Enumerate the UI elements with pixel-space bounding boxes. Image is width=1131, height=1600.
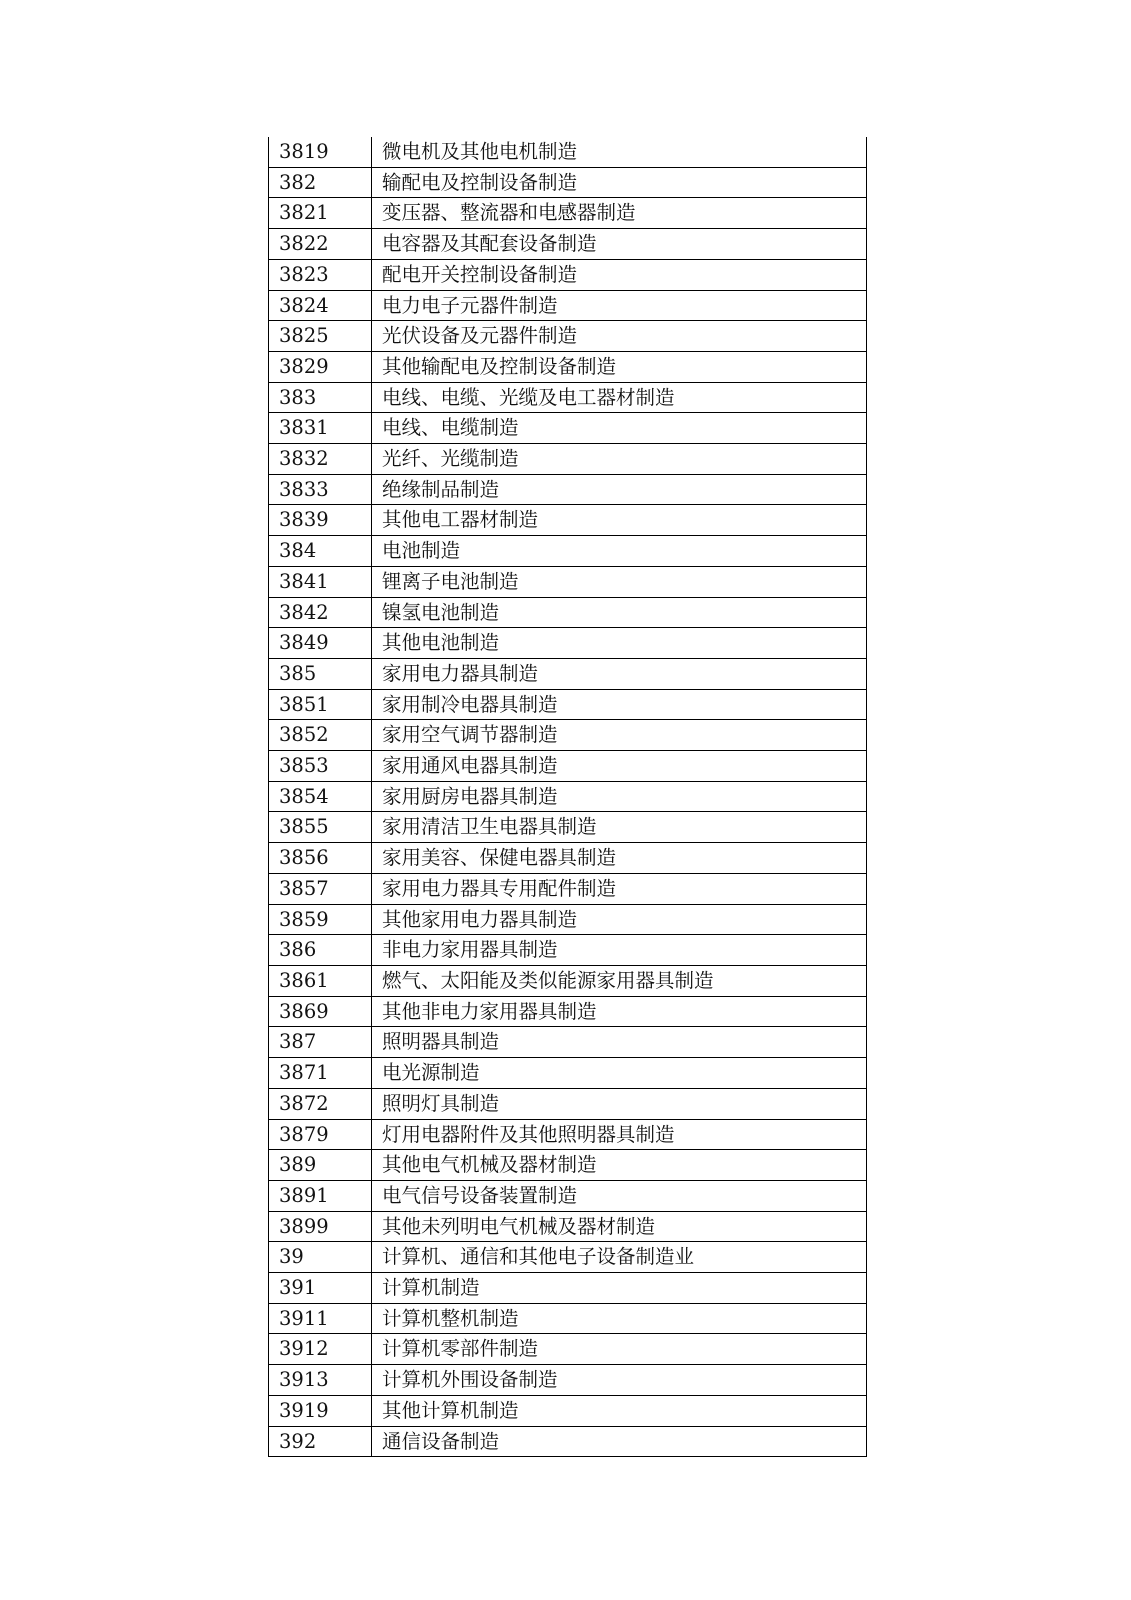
table-row: [269, 1303, 867, 1334]
industry-name-cell: 照明灯具制造: [372, 1088, 867, 1119]
industry-code-cell: 3869: [269, 996, 372, 1027]
industry-name-cell: 照明器具制造: [372, 1027, 867, 1058]
table-row: [269, 474, 867, 505]
industry-code-cell: 3819: [269, 137, 372, 167]
industry-name-cell: 其他电工器材制造: [372, 505, 867, 536]
industry-name-cell: 非电力家用器具制造: [372, 935, 867, 966]
table-row: [269, 1211, 867, 1242]
industry-name-cell: 光伏设备及元器件制造: [372, 321, 867, 352]
industry-name-cell: 其他计算机制造: [372, 1395, 867, 1426]
table-row: [269, 812, 867, 843]
industry-code-cell: 383: [269, 382, 372, 413]
table-row: [269, 935, 867, 966]
industry-code-cell: 3911: [269, 1303, 372, 1334]
industry-code-cell: 3912: [269, 1334, 372, 1365]
industry-name-cell: 家用制冷电器具制造: [372, 689, 867, 720]
table-row: [269, 259, 867, 290]
industry-name-cell: 电线、电缆、光缆及电工器材制造: [372, 382, 867, 413]
table-row: [269, 290, 867, 321]
industry-name-cell: 其他输配电及控制设备制造: [372, 351, 867, 382]
table-row: [269, 382, 867, 413]
industry-name-cell: 电光源制造: [372, 1058, 867, 1089]
industry-code-cell: 3872: [269, 1088, 372, 1119]
industry-name-cell: 计算机外围设备制造: [372, 1365, 867, 1396]
industry-code-cell: 3857: [269, 873, 372, 904]
industry-code-cell: 3861: [269, 965, 372, 996]
industry-code-cell: 3851: [269, 689, 372, 720]
industry-code-cell: 391: [269, 1273, 372, 1304]
industry-code-cell: 384: [269, 536, 372, 567]
industry-name-cell: 家用清洁卫生电器具制造: [372, 812, 867, 843]
industry-code-cell: 39: [269, 1242, 372, 1273]
industry-code-cell: 3853: [269, 751, 372, 782]
table-row: [269, 321, 867, 352]
table-row: [269, 965, 867, 996]
table-row: [269, 137, 867, 167]
table-row: [269, 1395, 867, 1426]
table-row: [269, 505, 867, 536]
industry-name-cell: 配电开关控制设备制造: [372, 259, 867, 290]
table-row: [269, 1426, 867, 1457]
table-row: [269, 597, 867, 628]
industry-name-cell: 电气信号设备装置制造: [372, 1180, 867, 1211]
industry-code-cell: 3891: [269, 1180, 372, 1211]
table-row: [269, 1150, 867, 1181]
table-row: [269, 658, 867, 689]
industry-name-cell: 计算机制造: [372, 1273, 867, 1304]
industry-name-cell: 燃气、太阳能及类似能源家用器具制造: [372, 965, 867, 996]
table-body: [269, 137, 867, 1457]
industry-code-cell: 3842: [269, 597, 372, 628]
industry-name-cell: 变压器、整流器和电感器制造: [372, 198, 867, 229]
industry-name-cell: 计算机、通信和其他电子设备制造业: [372, 1242, 867, 1273]
industry-name-cell: 电池制造: [372, 536, 867, 567]
industry-name-cell: 锂离子电池制造: [372, 566, 867, 597]
table-row: [269, 1058, 867, 1089]
industry-name-cell: 电容器及其配套设备制造: [372, 229, 867, 260]
industry-code-cell: 3822: [269, 229, 372, 260]
industry-code-cell: 3824: [269, 290, 372, 321]
industry-name-cell: 灯用电器附件及其他照明器具制造: [372, 1119, 867, 1150]
table-row: [269, 1273, 867, 1304]
industry-name-cell: 其他非电力家用器具制造: [372, 996, 867, 1027]
table-row: [269, 996, 867, 1027]
industry-code-cell: 386: [269, 935, 372, 966]
table-row: [269, 751, 867, 782]
industry-code-cell: 3833: [269, 474, 372, 505]
table-row: [269, 351, 867, 382]
industry-name-cell: 镍氢电池制造: [372, 597, 867, 628]
industry-code-cell: 3821: [269, 198, 372, 229]
industry-name-cell: 其他未列明电气机械及器材制造: [372, 1211, 867, 1242]
industry-name-cell: 家用电力器具专用配件制造: [372, 873, 867, 904]
industry-code-cell: 3879: [269, 1119, 372, 1150]
industry-name-cell: 其他家用电力器具制造: [372, 904, 867, 935]
table-row: [269, 1027, 867, 1058]
industry-code-cell: 382: [269, 167, 372, 198]
industry-code-cell: 3839: [269, 505, 372, 536]
industry-code-cell: 3871: [269, 1058, 372, 1089]
industry-name-cell: 家用通风电器具制造: [372, 751, 867, 782]
industry-name-cell: 家用电力器具制造: [372, 658, 867, 689]
industry-code-cell: 3899: [269, 1211, 372, 1242]
industry-code-cell: 392: [269, 1426, 372, 1457]
industry-name-cell: 微电机及其他电机制造: [372, 137, 867, 167]
industry-code-cell: 389: [269, 1150, 372, 1181]
table-row: [269, 689, 867, 720]
industry-code-cell: 3913: [269, 1365, 372, 1396]
table-row: [269, 873, 867, 904]
industry-name-cell: 电力电子元器件制造: [372, 290, 867, 321]
industry-code-cell: 3841: [269, 566, 372, 597]
table-row: [269, 1180, 867, 1211]
industry-code-cell: 3825: [269, 321, 372, 352]
industry-code-table: [268, 137, 867, 1457]
industry-code-cell: 387: [269, 1027, 372, 1058]
table-row: [269, 198, 867, 229]
industry-name-cell: 电线、电缆制造: [372, 413, 867, 444]
table-row: [269, 904, 867, 935]
industry-code-cell: 3856: [269, 843, 372, 874]
industry-name-cell: 计算机零部件制造: [372, 1334, 867, 1365]
table-row: [269, 167, 867, 198]
table-row: [269, 720, 867, 751]
table-row: [269, 1365, 867, 1396]
table-row: [269, 444, 867, 475]
industry-name-cell: 家用厨房电器具制造: [372, 781, 867, 812]
table-row: [269, 1088, 867, 1119]
table-row: [269, 566, 867, 597]
industry-code-cell: 3852: [269, 720, 372, 751]
table-row: [269, 229, 867, 260]
industry-name-cell: 家用空气调节器制造: [372, 720, 867, 751]
industry-code-cell: 3832: [269, 444, 372, 475]
industry-name-cell: 计算机整机制造: [372, 1303, 867, 1334]
industry-name-cell: 绝缘制品制造: [372, 474, 867, 505]
industry-code-cell: 3831: [269, 413, 372, 444]
industry-code-cell: 3859: [269, 904, 372, 935]
industry-name-cell: 家用美容、保健电器具制造: [372, 843, 867, 874]
industry-name-cell: 通信设备制造: [372, 1426, 867, 1457]
table-row: [269, 628, 867, 659]
industry-code-cell: 3855: [269, 812, 372, 843]
table-row: [269, 843, 867, 874]
table-row: [269, 536, 867, 567]
industry-code-cell: 3829: [269, 351, 372, 382]
table-row: [269, 1119, 867, 1150]
industry-name-cell: 其他电气机械及器材制造: [372, 1150, 867, 1181]
industry-name-cell: 光纤、光缆制造: [372, 444, 867, 475]
industry-name-cell: 输配电及控制设备制造: [372, 167, 867, 198]
industry-code-cell: 3854: [269, 781, 372, 812]
industry-code-cell: 3823: [269, 259, 372, 290]
industry-code-cell: 3919: [269, 1395, 372, 1426]
table-row: [269, 1334, 867, 1365]
industry-code-cell: 3849: [269, 628, 372, 659]
table-row: [269, 1242, 867, 1273]
industry-code-cell: 385: [269, 658, 372, 689]
industry-name-cell: 其他电池制造: [372, 628, 867, 659]
table-row: [269, 781, 867, 812]
table-row: [269, 413, 867, 444]
